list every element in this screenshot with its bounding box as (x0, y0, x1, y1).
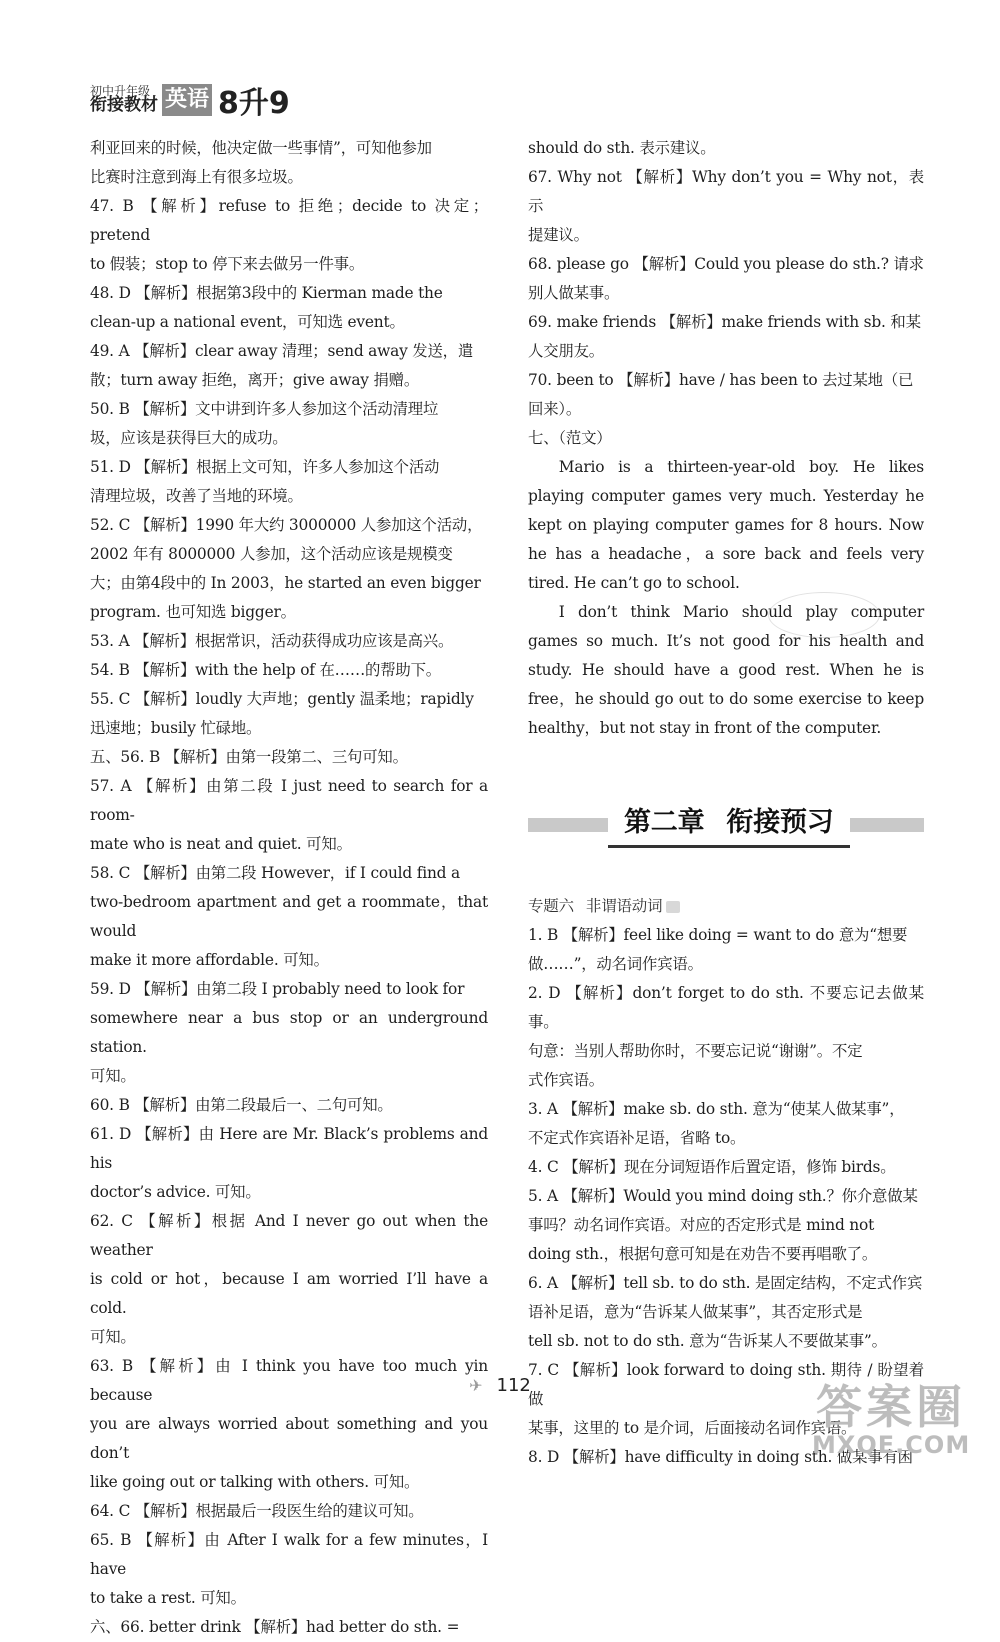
text-line: 64. C 【解析】根据最后一段医生给的建议可知。 (90, 1502, 424, 1520)
text-line: 48. D 【解析】根据第3段中的 Kierman made the (90, 284, 443, 302)
text-line: clean-up a national event，可知选 event。 (90, 313, 405, 331)
text-line: doing sth.，根据句意可知是在劝告不要再唱歌了。 (528, 1245, 878, 1263)
text-line: 52. C 【解析】1990 年大约 3000000 人参加这个活动， (90, 516, 483, 534)
text-line: to 假装；stop to 停下来去做另一件事。 (90, 255, 365, 273)
text-line: 60. B 【解析】由第二段最后一、二句可知。 (90, 1096, 393, 1114)
header-line1: 初中升年级 (90, 83, 151, 98)
text-line: 59. D 【解析】由第二段 I probably need to look for (90, 980, 465, 998)
text-line: 49. A 【解析】clear away 清理；send away 发送，遣 (90, 342, 474, 360)
watermark-logo-text: 答案圈 (816, 1380, 967, 1434)
site-watermark (812, 1382, 970, 1458)
watermark-site: MXQE.COM (812, 1431, 971, 1459)
text-line: somewhere near a bus stop or an underground station. (90, 1009, 488, 1056)
text-line: 回来）。 (528, 400, 582, 418)
text-line: 58. C 【解析】由第二段 However，if I could find a (90, 864, 460, 882)
text-line: you are always worried about something and you don’t (90, 1415, 488, 1462)
text-line: 8. D 【解析】have difficulty in doing sth. 做某事有困 (528, 1448, 913, 1466)
topic-heading (528, 892, 924, 921)
page-number: 112 (496, 1375, 531, 1396)
header-line2: 衔接教材 (90, 95, 158, 116)
text-line: 2. D 【解析】don’t forget to do sth. 不要忘记去做某事。 (528, 984, 924, 1031)
text-line: 65. B 【解析】由 After I walk for a few minutes，I have (90, 1531, 488, 1578)
text-line: 4. C 【解析】现在分词短语作后置定语，修饰 birds。 (528, 1158, 896, 1176)
text-line: 2002 年有 8000000 人参加，这个活动应该是规模变 (90, 545, 453, 563)
essay-paragraph-1: Mario is a thirteen-year-old boy. He likes playing computer games very much. Yesterday he kept on playing computer games for 8 hours. Now he has a headache，a sore back and feels very tired. He can’t go to school. (528, 458, 924, 592)
text-line: 人交朋友。 (528, 342, 604, 360)
text-line: to take a rest. 可知。 (90, 1589, 246, 1607)
text-line: 68. please go 【解析】Could you please do sth.? 请求 (528, 255, 924, 273)
text-line: 迅速地；busily 忙碌地。 (90, 719, 262, 737)
text-line: 六、66. better drink 【解析】had better do sth. = (90, 1618, 460, 1636)
stamp-watermark (768, 592, 880, 638)
text-line: 可知。 (90, 1067, 136, 1085)
text-line: 提建议。 (528, 226, 589, 244)
text-line: 利亚回来的时候，他决定做一些事情”，可知他参加 (90, 139, 432, 157)
text-line: 事吗？动名词作宾语。对应的否定形式是 mind not (528, 1216, 875, 1234)
text-line: 62. C 【解析】根据 And I never go out when the weather (90, 1212, 488, 1259)
text-line: 大；由第4段中的 In 2003，he started an even bigger (90, 574, 481, 592)
text-line: mate who is neat and quiet. 可知。 (90, 835, 352, 853)
text-line: program. 也可知选 bigger。 (90, 603, 296, 621)
text-line: 比赛时注意到海上有很多垃圾。 (90, 168, 303, 186)
text-line: 67. Why not 【解析】Why don’t you = Why not，表示 (528, 168, 924, 215)
text-line: 5. A 【解析】Would you mind doing sth.？你介意做某 (528, 1187, 918, 1205)
text-line: 式作宾语。 (528, 1071, 604, 1089)
header-series (90, 85, 158, 115)
bird-icon: ✈ (469, 1376, 483, 1395)
text-line: 7. C 【解析】look forward to doing sth. 期待 / 盼望着做 (528, 1361, 924, 1408)
chapter-number: 第二章 (624, 807, 705, 838)
text-line: 63. B 【解析】由 I think you have too much yin because (90, 1357, 488, 1404)
text-line: 55. C 【解析】loudly 大声地；gently 温柔地；rapidly (90, 690, 474, 708)
text-line: make it more affordable. 可知。 (90, 951, 329, 969)
text-line: 七、（范文） (528, 429, 612, 447)
chapter-bar-right (850, 818, 924, 832)
chapter-title-box (608, 801, 850, 848)
text-line: 3. A 【解析】make sb. do sth. 意为“使某人做某事”， (528, 1100, 905, 1118)
text-line: 1. B 【解析】feel like doing = want to do 意为“想要 (528, 926, 908, 944)
text-line: 句意：当别人帮助你时，不要忘记说“谢谢”。不定 (528, 1042, 863, 1060)
text-line: 57. A 【解析】由第二段 I just need to search for a room- (90, 777, 488, 824)
right-column (528, 134, 924, 1472)
text-line: 做……”，动名词作宾语。 (528, 955, 703, 973)
topic-number: 专题六 (528, 897, 574, 915)
text-line: 语补足语，意为“告诉某人做某事”，其否定形式是 (528, 1303, 863, 1321)
text-line: tell sb. not to do sth. 意为“告诉某人不要做某事”。 (528, 1332, 887, 1350)
topic-marker-icon (666, 901, 680, 913)
left-column (90, 134, 488, 1642)
book-header (90, 80, 290, 120)
text-line: 可知。 (90, 1328, 136, 1346)
chapter-bar-left (528, 818, 608, 832)
text-line: 53. A 【解析】根据常识，活动获得成功应该是高兴。 (90, 632, 454, 650)
header-subject: 英语 (162, 84, 212, 116)
essay-paragraph-2: I don’t think Mario should play computer games so much. It’s not good for his health and study. He should have a good rest. When he is free，he should go out to do some exercise to keep healthy，but not stay in front of the computer. (528, 603, 924, 737)
text-line: doctor’s advice. 可知。 (90, 1183, 261, 1201)
header-grade: 8升9 (218, 86, 290, 121)
text-line: should do sth. 表示建议。 (528, 139, 716, 157)
text-line: 69. make friends 【解析】make friends with sb. 和某 (528, 313, 921, 331)
text-line: like going out or talking with others. 可知。 (90, 1473, 420, 1491)
text-line: 不定式作宾语补足语，省略 to。 (528, 1129, 746, 1147)
text-line: is cold or hot，because I am worried I’ll have a cold. (90, 1270, 488, 1317)
text-line: 51. D 【解析】根据上文可知，许多人参加这个活动 (90, 458, 440, 476)
topic-title: 非谓语动词 (585, 897, 663, 915)
chapter-heading (528, 801, 924, 848)
text-line: 47. B 【解析】refuse to 拒绝；decide to 决定；pretend (90, 197, 488, 244)
text-line: 清理垃圾，改善了当地的环境。 (90, 487, 303, 505)
text-line: 某事，这里的 to 是介词，后面接动名词作宾语。 (528, 1419, 857, 1437)
text-line: 圾，应该是获得巨大的成功。 (90, 429, 288, 447)
text-line: 散；turn away 拒绝，离开；give away 捐赠。 (90, 371, 420, 389)
text-line: 70. been to 【解析】have / has been to 去过某地（已 (528, 371, 914, 389)
text-line: two-bedroom apartment and get a roommate，that would (90, 893, 488, 940)
text-line: 54. B 【解析】with the help of 在……的帮助下。 (90, 661, 441, 679)
text-line: 别人做某事。 (528, 284, 620, 302)
text-line: 50. B 【解析】文中讲到许多人参加这个活动清理垃 (90, 400, 439, 418)
text-line: 6. A 【解析】tell sb. to do sth. 是固定结构，不定式作宾 (528, 1274, 923, 1292)
text-line: 61. D 【解析】由 Here are Mr. Black’s problems and his (90, 1125, 488, 1172)
text-line: 五、56. B 【解析】由第一段第二、三句可知。 (90, 748, 408, 766)
chapter-title: 衔接预习 (726, 807, 834, 838)
